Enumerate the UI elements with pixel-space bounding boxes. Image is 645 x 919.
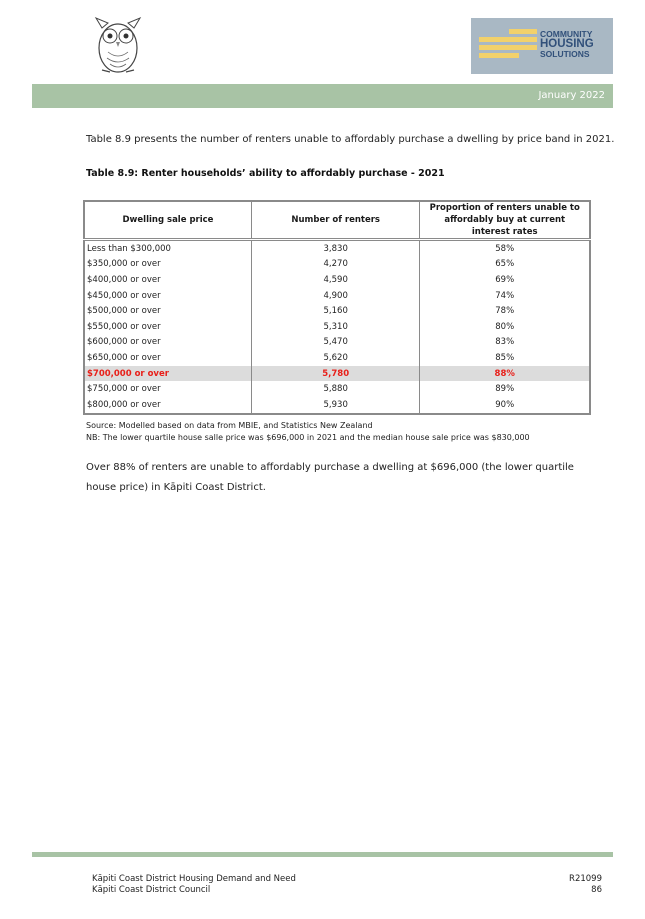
community-housing-solutions-logo — [471, 18, 613, 74]
table-row — [84, 335, 590, 351]
footer-org: Kāpiti Coast District Council — [92, 885, 211, 895]
table-source-notes — [86, 420, 530, 444]
table-row — [84, 350, 590, 366]
cell-price: $550,000 or over — [84, 319, 251, 335]
cell-proportion: 89% — [420, 381, 590, 397]
table-caption: Table 8.9: Renter households’ ability to affordably purchase - 2021 — [86, 168, 445, 179]
cell-proportion: 90% — [420, 397, 590, 414]
header-number-of-renters: Number of renters — [251, 201, 420, 240]
cell-renters: 4,900 — [251, 288, 420, 304]
header-date: January 2022 — [538, 90, 605, 101]
header-proportion-unable: Proportion of renters unable to affordably buy at current interest rates — [420, 201, 590, 240]
cell-price: $750,000 or over — [84, 381, 251, 397]
cell-renters: 4,590 — [251, 272, 420, 288]
table-row — [84, 257, 590, 273]
header-dwelling-sale-price: Dwelling sale price — [84, 201, 251, 240]
header-band — [32, 84, 613, 108]
cell-price: $350,000 or over — [84, 257, 251, 273]
cell-proportion: 85% — [420, 350, 590, 366]
cell-price: $800,000 or over — [84, 397, 251, 414]
cell-price: $400,000 or over — [84, 272, 251, 288]
housing-bars-icon — [479, 29, 537, 63]
table-row — [84, 319, 590, 335]
cell-renters: 5,310 — [251, 319, 420, 335]
cell-price: $500,000 or over — [84, 303, 251, 319]
logo-line-solutions: SOLUTIONS — [540, 49, 590, 59]
footer-right — [569, 874, 602, 896]
cell-renters: 5,880 — [251, 381, 420, 397]
cell-price: $700,000 or over — [84, 366, 251, 382]
cell-renters: 5,470 — [251, 335, 420, 351]
table-row — [84, 381, 590, 397]
cell-proportion: 69% — [420, 272, 590, 288]
cell-price: $600,000 or over — [84, 335, 251, 351]
table-row — [84, 240, 590, 257]
table-row — [84, 272, 590, 288]
cell-proportion: 80% — [420, 319, 590, 335]
footer-title: Kāpiti Coast District Housing Demand and Need — [92, 874, 296, 884]
owl-logo-icon — [92, 14, 144, 76]
cell-renters: 3,830 — [251, 240, 420, 257]
renter-affordability-table — [83, 200, 591, 415]
logo-line-community: COMMUNITY — [540, 29, 593, 39]
footer-left — [92, 874, 296, 896]
cell-proportion: 74% — [420, 288, 590, 304]
table-row — [84, 303, 590, 319]
cell-proportion: 83% — [420, 335, 590, 351]
table-row — [84, 397, 590, 414]
cell-renters: 5,620 — [251, 350, 420, 366]
logo-line-housing: HOUSING — [540, 38, 594, 50]
cell-renters: 5,780 — [251, 366, 420, 382]
cell-proportion: 78% — [420, 303, 590, 319]
footer-ref: R21099 — [569, 874, 602, 884]
table-row — [84, 366, 590, 382]
cell-price: Less than $300,000 — [84, 240, 251, 257]
cell-proportion: 58% — [420, 240, 590, 257]
cell-renters: 4,270 — [251, 257, 420, 273]
cell-renters: 5,160 — [251, 303, 420, 319]
cell-price: $650,000 or over — [84, 350, 251, 366]
table-source: Source: Modelled based on data from MBIE, and Statistics New Zealand — [86, 421, 373, 430]
table-row — [84, 288, 590, 304]
summary-paragraph: Over 88% of renters are unable to affordably purchase a dwelling at $696,000 (the lower quartile house price) in Kāpiti Coast District. — [86, 462, 574, 493]
intro-text: Table 8.9 presents the number of renters unable to affordably purchase a dwelling by price band in 2021. — [86, 134, 615, 145]
cell-proportion: 88% — [420, 366, 590, 382]
cell-proportion: 65% — [420, 257, 590, 273]
page-number: 86 — [591, 885, 602, 895]
footer-rule — [32, 852, 613, 857]
table-header-row — [84, 201, 590, 240]
cell-renters: 5,930 — [251, 397, 420, 414]
table-note: NB: The lower quartile house salle price was $696,000 in 2021 and the median house sale price was $830,000 — [86, 433, 530, 442]
cell-price: $450,000 or over — [84, 288, 251, 304]
